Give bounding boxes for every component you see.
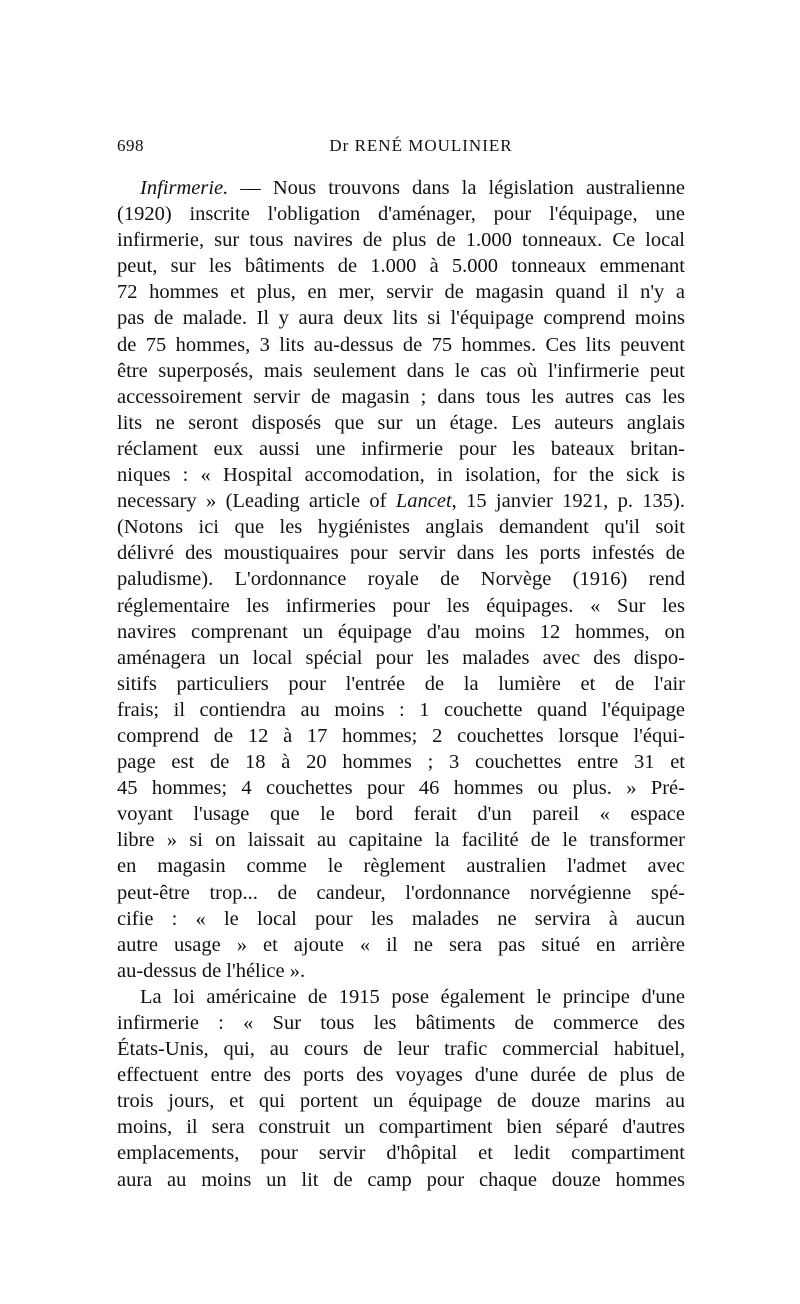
text-line: sitifs particuliers pour l'entrée de la lumière et de l'air: [117, 672, 685, 695]
paragraph-infirmerie: [117, 175, 685, 984]
text-line: peut, sur les bâtiments de 1.000 à 5.000 tonneaux emmenant: [117, 255, 685, 278]
text-line: page est de 18 à 20 hommes ; 3 couchettes entre 31 et: [117, 751, 685, 774]
running-head-author: Dr RENÉ MOULINIER: [329, 136, 513, 155]
text-line: infirmerie : « Sur tous les bâtiments de commerce des: [117, 1012, 685, 1034]
text-line: aura au moins un lit de camp pour chaque douze hommes: [117, 1168, 685, 1191]
text-line: moins, il sera construit un compartiment bien séparé d'autres: [117, 1116, 685, 1139]
paragraph-loi-americaine: [117, 984, 685, 1193]
text-line: délivré des moustiquaires pour servir dans les ports infestés de: [117, 542, 685, 565]
text-line: être superposés, mais seulement dans le cas où l'infirmerie peut: [117, 359, 685, 382]
text-line: autre usage » et ajoute « il ne sera pas situé en arrière: [117, 933, 685, 956]
text-line: voyant l'usage que le bord ferait d'un pareil « espace: [117, 803, 685, 826]
text-line: réglementaire les infirmeries pour les équipages. « Sur les: [117, 594, 685, 617]
text-line: effectuent entre des ports des voyages d'une durée de plus de: [117, 1064, 685, 1087]
text-line: 45 hommes; 4 couchettes pour 46 hommes ou plus. » Pré-: [117, 777, 685, 800]
text-line: paludisme). L'ordonnance royale de Norvège (1916) rend: [117, 568, 685, 591]
text-line: accessoirement servir de magasin ; dans tous les autres cas les: [117, 385, 685, 408]
text-line: (Notons ici que les hygiénistes anglais demandent qu'il soit: [117, 516, 685, 539]
running-head: [117, 136, 685, 160]
text-line: navires comprenant un équipage d'au moins 12 hommes, on: [117, 620, 685, 643]
text-line: en magasin comme le règlement australien l'admet avec: [117, 855, 685, 878]
text-line: 72 hommes et plus, en mer, servir de magasin quand il n'y a: [117, 281, 685, 304]
page-number: 698: [117, 136, 144, 155]
text-line: frais; il contiendra au moins : 1 couchette quand l'équipage: [117, 698, 685, 721]
journal-title-italic: Lancet: [395, 490, 452, 513]
text-line: La loi américaine de 1915 pose également le principe d'une: [140, 985, 685, 1008]
text-line: emplacements, pour servir d'hôpital et ledit compartiment: [117, 1142, 685, 1165]
text-line: niques : « Hospital accomodation, in isolation, for the sick is: [117, 464, 685, 487]
text-line: aménagera un local spécial pour les malades avec des dispo-: [117, 646, 685, 669]
text-line: États-Unis, qui, au cours de leur trafic commercial habituel,: [117, 1038, 685, 1061]
text-line: (1920) inscrite l'obligation d'aménager, pour l'équipage, une: [117, 203, 685, 226]
text-line: libre » si on laissait au capitaine la facilité de le transformer: [117, 829, 685, 852]
text-line: Infirmerie. — Nous trouvons dans la législation australienne: [140, 177, 686, 199]
text-line: de 75 hommes, 3 lits au-dessus de 75 hommes. Ces lits peuvent: [117, 333, 685, 356]
text-line: lits ne seront disposés que sur un étage. Les auteurs anglais: [117, 411, 685, 434]
section-lead-italic: Infirmerie.: [140, 177, 229, 199]
text-line: peut-être trop... de candeur, l'ordonnance norvégienne spé-: [117, 881, 685, 904]
text-line: necessary » (Leading article of Lancet, 15 janvier 1921, p. 135).: [117, 490, 686, 513]
text-line: trois jours, et qui portent un équipage de douze marins au: [117, 1090, 685, 1113]
text-line: réclament eux aussi une infirmerie pour les bateaux britan-: [117, 437, 685, 460]
body-text: [117, 175, 685, 1193]
text-line: au-dessus de l'hélice ».: [117, 959, 306, 982]
text-line: pas de malade. Il y aura deux lits si l'équipage comprend moins: [117, 307, 685, 330]
text-line: cifie : « le local pour les malades ne servira à aucun: [117, 907, 685, 930]
text-line: comprend de 12 à 17 hommes; 2 couchettes lorsque l'équi-: [117, 724, 685, 747]
text-line: infirmerie, sur tous navires de plus de 1.000 tonneaux. Ce local: [117, 229, 685, 252]
